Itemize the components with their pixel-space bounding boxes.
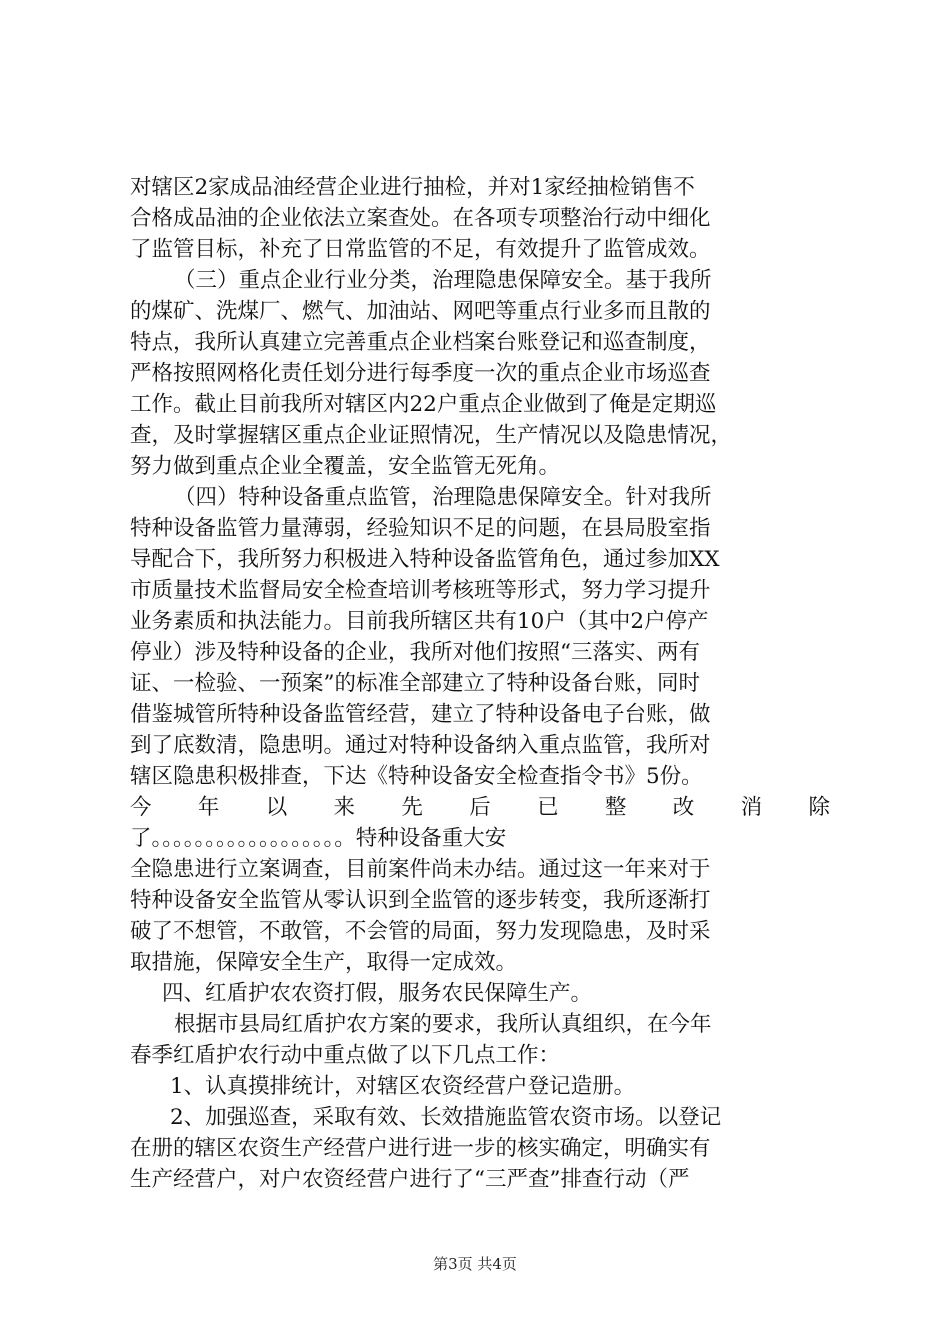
spread-char: 消 <box>740 795 763 820</box>
text-line: 证、一检验、一预案”的标准全部建立了特种设备台账，同时 <box>130 671 700 696</box>
text-line: 对辖区2家成品油经营企业进行抽检，并对1家经抽检销售不 <box>130 175 695 200</box>
text-line: （三）重点企业行业分类，治理隐患保障安全。基于我所 <box>174 268 712 293</box>
text-line: 取措施，保障安全生产，取得一定成效。 <box>130 950 518 975</box>
text-line: 停业）涉及特种设备的企业，我所对他们按照“三落实、两有 <box>130 640 700 665</box>
page-footer: 第3页 共4页 <box>433 1255 517 1273</box>
text-line: 到了底数清，隐患明。通过对特种设备纳入重点监管，我所对 <box>130 733 711 758</box>
spread-char: 年 <box>197 795 220 820</box>
text-line: 2、加强巡查，采取有效、长效措施监管农资市场。以登记 <box>170 1105 722 1130</box>
text-line: 辖区隐患积极排查，下达《特种设备安全检查指令书》5份。 <box>130 764 703 789</box>
text-line: 的煤矿、洗煤厂、燃气、加油站、网吧等重点行业多而且散的 <box>130 299 711 324</box>
text-line: （四）特种设备重点监管，治理隐患保障安全。针对我所 <box>174 485 712 510</box>
text-line: 特种设备安全监管从零认识到全监管的逐步转变，我所逐渐打 <box>130 888 711 913</box>
text-line: 特点，我所认真建立完善重点企业档案台账登记和巡查制度， <box>130 330 711 355</box>
spread-char: 先 <box>401 795 423 820</box>
spread-char: 改 <box>672 795 695 820</box>
justified-line <box>130 792 830 823</box>
text-line: 根据市县局红盾护农方案的要求，我所认真组织，在今年 <box>174 1012 712 1037</box>
spread-char: 后 <box>469 795 491 820</box>
text-line: 努力做到重点企业全覆盖，安全监管无死角。 <box>130 454 561 479</box>
spread-char: 今 <box>130 795 152 820</box>
spread-char: 已 <box>537 795 559 820</box>
text-line: 市质量技术监督局安全检查培训考核班等形式，努力学习提升 <box>130 578 711 603</box>
spread-char: 来 <box>333 795 356 820</box>
text-line: 全隐患进行立案调查，目前案件尚未办结。通过这一年来对于 <box>130 857 711 882</box>
text-line: 合格成品油的企业依法立案查处。在各项专项整治行动中细化 <box>130 206 711 231</box>
text-line: 破了不想管，不敢管，不会管的局面，努力发现隐患，及时采 <box>130 919 711 944</box>
document-body <box>130 172 830 1195</box>
text-line: 春季红盾护农行动中重点做了以下几点工作： <box>130 1043 561 1068</box>
text-line: 生产经营户，对户农资经营户进行了“三严查”排查行动（严 <box>130 1167 690 1192</box>
spread-char: 以 <box>265 795 288 820</box>
text-line: 在册的辖区农资生产经营户进行进一步的核实确定，明确实有 <box>130 1136 711 1161</box>
text-line: 借鉴城管所特种设备监管经营，建立了特种设备电子台账，做 <box>130 702 711 727</box>
text-line: 导配合下，我所努力积极进入特种设备监管角色，通过参加XX <box>130 547 720 572</box>
text-line: 查，及时掌握辖区重点企业证照情况，生产情况以及隐患情况， <box>130 423 733 448</box>
text-line: 特种设备监管力量薄弱，经验知识不足的问题，在县局股室指 <box>130 516 711 541</box>
text-line: 了。。。。。。。。。。。。。。。。。。特种设备重大安 <box>130 826 507 851</box>
text-line: 了监管目标，补充了日常监管的不足，有效提升了监管成效。 <box>130 237 711 262</box>
spread-char: 除 <box>808 795 830 820</box>
spread-char: 整 <box>604 795 627 820</box>
section-heading: 四、红盾护农农资打假，服务农民保障生产。 <box>162 981 593 1006</box>
text-line: 工作。截止目前我所对辖区内22户重点企业做到了俺是定期巡 <box>130 392 717 417</box>
text-line: 1、认真摸排统计，对辖区农资经营户登记造册。 <box>170 1074 636 1099</box>
text-line: 业务素质和执法能力。目前我所辖区共有10户（其中2户停产 <box>130 609 709 634</box>
text-line: 严格按照网格化责任划分进行每季度一次的重点企业市场巡查 <box>130 361 711 386</box>
